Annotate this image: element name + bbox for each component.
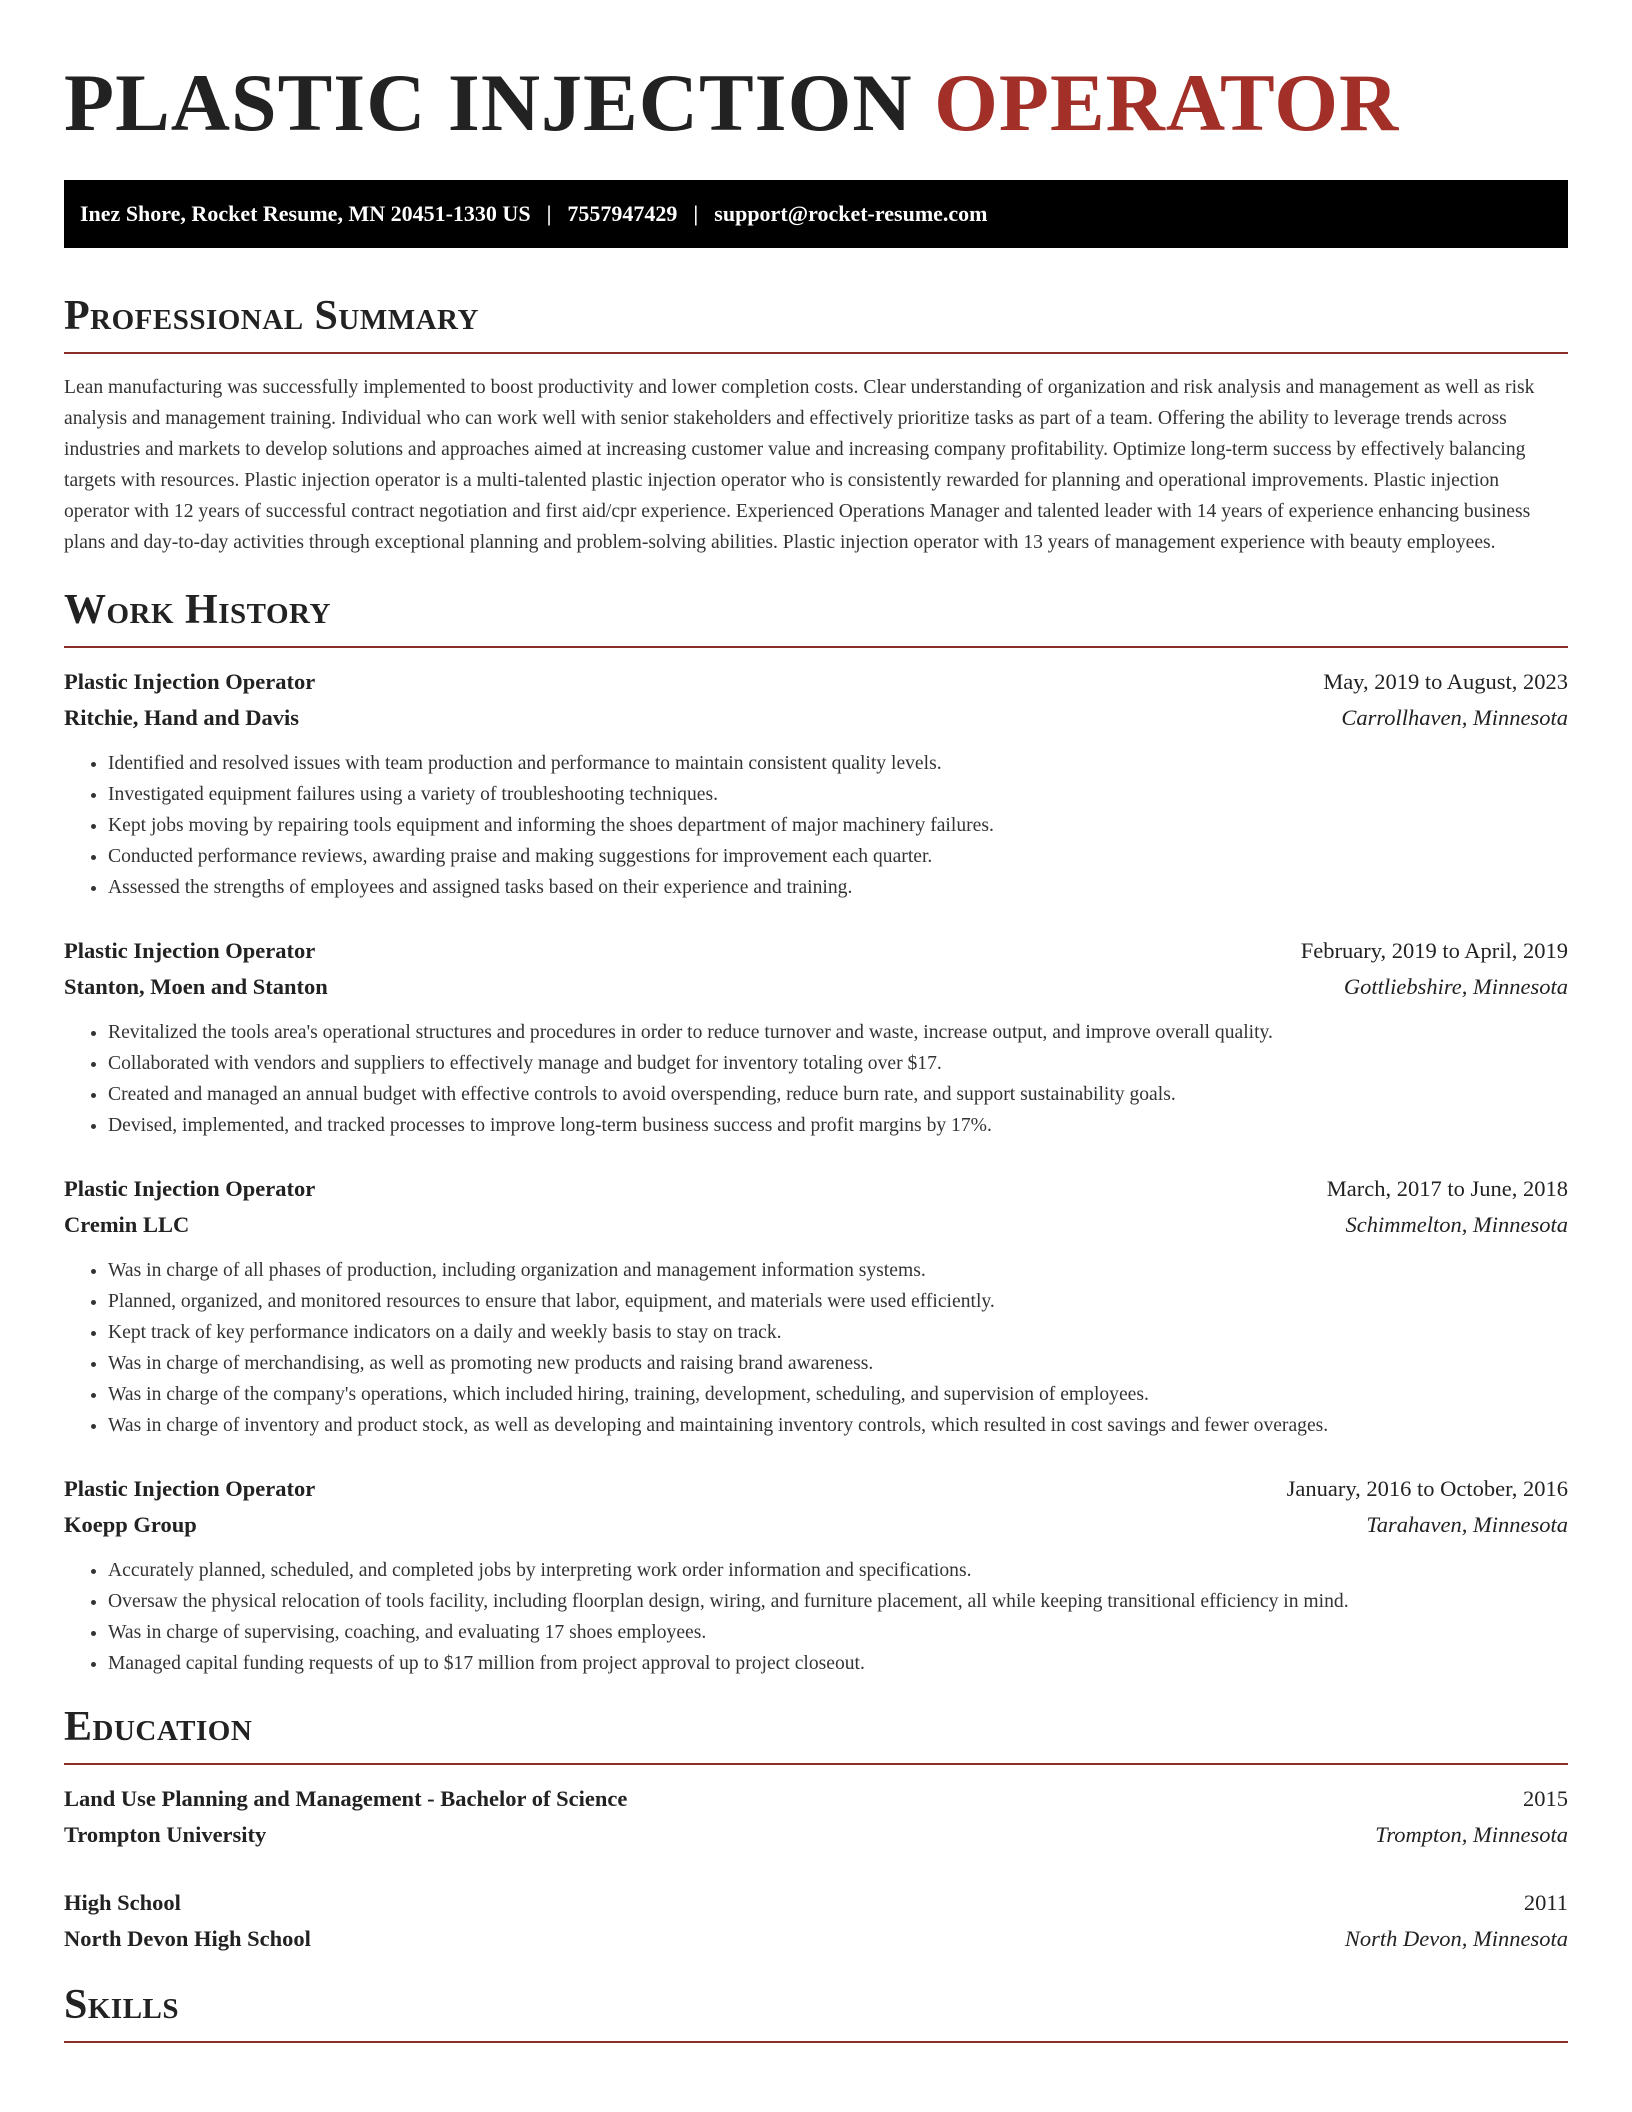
job-header-row — [64, 664, 1568, 700]
education-location: Trompton, Minnesota — [1375, 1822, 1568, 1847]
education-section — [64, 1699, 1568, 1957]
skills-section — [64, 1977, 1568, 2043]
job-bullet: • Was in charge of merchandising, as well as promoting new products and raising brand awareness. — [108, 1348, 1568, 1379]
job-header-row — [64, 933, 1568, 969]
job-entry — [64, 664, 1568, 903]
job-bullet: • Was in charge of supervising, coaching, and evaluating 17 shoes employees. — [108, 1617, 1568, 1648]
job-dates: May, 2019 to August, 2023 — [1323, 669, 1568, 694]
job-dates: February, 2019 to April, 2019 — [1300, 938, 1568, 963]
job-header-row — [64, 1471, 1568, 1507]
summary-heading: Professional Summary — [64, 293, 479, 339]
job-location: Schimmelton, Minnesota — [1345, 1212, 1568, 1237]
job-bullet: • Kept track of key performance indicators on a daily and weekly basis to stay on track. — [108, 1317, 1568, 1348]
contact-bar — [64, 180, 1568, 248]
job-location: Tarahaven, Minnesota — [1366, 1512, 1568, 1537]
education-school-row — [64, 1921, 1568, 1957]
job-bullet: • Accurately planned, scheduled, and completed jobs by interpreting work order information and specifications. — [108, 1555, 1568, 1586]
education-degree: High School — [64, 1890, 181, 1915]
job-location: Gottliebshire, Minnesota — [1343, 974, 1568, 999]
education-location: North Devon, Minnesota — [1344, 1926, 1568, 1951]
section-divider — [64, 646, 1568, 648]
skills-heading: Skills — [64, 1982, 180, 2028]
contact-address: Inez Shore, Rocket Resume, MN 20451-1330 US — [80, 201, 531, 226]
job-company-row — [64, 1507, 1568, 1543]
job-bullet: • Assessed the strengths of employees and assigned tasks based on their experience and training. — [108, 872, 1568, 903]
job-bullets — [64, 1017, 1568, 1141]
job-company: Ritchie, Hand and Davis — [64, 705, 300, 730]
job-title: Plastic Injection Operator — [64, 669, 316, 694]
job-bullet: • Devised, implemented, and tracked processes to improve long-term business success and profit margins by 17%. — [108, 1110, 1568, 1141]
job-title: Plastic Injection Operator — [64, 1176, 316, 1201]
job-bullet: • Conducted performance reviews, awarding praise and making suggestions for improvement each quarter. — [108, 841, 1568, 872]
job-bullet: • Investigated equipment failures using a variety of troubleshooting techniques. — [108, 779, 1568, 810]
job-dates: March, 2017 to June, 2018 — [1326, 1176, 1568, 1201]
title-accent: OPERATOR — [934, 57, 1400, 148]
education-heading: Education — [64, 1704, 253, 1750]
education-degree: Land Use Planning and Management - Bachelor of Science — [64, 1786, 628, 1811]
job-title: Plastic Injection Operator — [64, 938, 316, 963]
section-divider — [64, 2041, 1568, 2043]
education-header-row — [64, 1781, 1568, 1817]
summary-section — [64, 288, 1568, 558]
job-bullet: • Was in charge of the company's operations, which included hiring, training, development, scheduling, and supervision of employees. — [108, 1379, 1568, 1410]
education-year: 2011 — [1523, 1890, 1568, 1915]
job-bullet: • Identified and resolved issues with team production and performance to maintain consistent quality levels. — [108, 748, 1568, 779]
section-divider — [64, 352, 1568, 354]
work-history-section — [64, 582, 1568, 1679]
job-bullet: • Created and managed an annual budget with effective controls to avoid overspending, reduce burn rate, and support sustainability goals. — [108, 1079, 1568, 1110]
education-school: Trompton University — [64, 1822, 267, 1847]
job-bullet: • Collaborated with vendors and suppliers to effectively manage and budget for inventory totaling over $17. — [108, 1048, 1568, 1079]
job-bullet: • Revitalized the tools area's operational structures and procedures in order to reduce turnover and waste, increase output, and improve overall quality. — [108, 1017, 1568, 1048]
job-entry — [64, 1471, 1568, 1679]
job-bullet: • Kept jobs moving by repairing tools equipment and informing the shoes department of major machinery failures. — [108, 810, 1568, 841]
job-bullets — [64, 1255, 1568, 1441]
education-entry — [64, 1885, 1568, 1957]
contact-email: support@rocket-resume.com — [714, 201, 988, 226]
resume-title — [64, 48, 1568, 158]
job-entry — [64, 933, 1568, 1141]
job-bullet: • Was in charge of all phases of production, including organization and management information systems. — [108, 1255, 1568, 1286]
job-location: Carrollhaven, Minnesota — [1341, 705, 1568, 730]
contact-separator: | — [546, 201, 552, 226]
job-header-row — [64, 1171, 1568, 1207]
job-bullet: • Managed capital funding requests of up to $17 million from project approval to project closeout. — [108, 1648, 1568, 1679]
education-entry — [64, 1781, 1568, 1853]
education-year: 2015 — [1523, 1786, 1568, 1811]
job-bullet: • Planned, organized, and monitored resources to ensure that labor, equipment, and materials were used efficiently. — [108, 1286, 1568, 1317]
job-company: Cremin LLC — [64, 1212, 190, 1237]
job-company: Stanton, Moen and Stanton — [64, 974, 328, 999]
contact-separator: | — [693, 201, 699, 226]
title-main: PLASTIC INJECTION — [64, 57, 913, 148]
contact-phone: 7557947429 — [567, 201, 678, 226]
job-bullets — [64, 1555, 1568, 1679]
work-history-heading: Work History — [64, 587, 331, 633]
section-divider — [64, 1763, 1568, 1765]
education-school: North Devon High School — [64, 1926, 311, 1951]
education-header-row — [64, 1885, 1568, 1921]
job-company-row — [64, 700, 1568, 736]
job-bullets — [64, 748, 1568, 903]
education-school-row — [64, 1817, 1568, 1853]
job-title: Plastic Injection Operator — [64, 1476, 316, 1501]
job-bullet: • Was in charge of inventory and product stock, as well as developing and maintaining inventory controls, which resulted in cost savings and fewer overages. — [108, 1410, 1568, 1441]
job-bullet: • Oversaw the physical relocation of tools facility, including floorplan design, wiring, and furniture placement, all while keeping transitional efficiency in mind. — [108, 1586, 1568, 1617]
job-company-row — [64, 1207, 1568, 1243]
job-entry — [64, 1171, 1568, 1441]
summary-text: Lean manufacturing was successfully implemented to boost productivity and lower completion costs. Clear understanding of organization and risk analysis and management as well as risk analysis and management training. Individual who can work well with senior stakeholders and effectively prioritize tasks as part of a team. Offering the ability to leverage trends across industries and markets to develop solutions and approaches aimed at increasing customer value and increasing company profitability. Optimize long-term success by effectively balancing targets with resources. Plastic injection operator is a multi-talented plastic injection operator who is consistently rewarded for planning and operational improvements. Plastic injection operator with 12 years of successful contract negotiation and first aid/cpr experience. Experienced Operations Manager and talented leader with 14 years of experience enhancing business plans and day-to-day activities through exceptional planning and problem-solving abilities. Plastic injection operator with 13 years of management experience with beauty employees. — [64, 377, 1535, 553]
job-dates: January, 2016 to October, 2016 — [1286, 1476, 1568, 1501]
job-company: Koepp Group — [64, 1512, 197, 1537]
job-company-row — [64, 969, 1568, 1005]
